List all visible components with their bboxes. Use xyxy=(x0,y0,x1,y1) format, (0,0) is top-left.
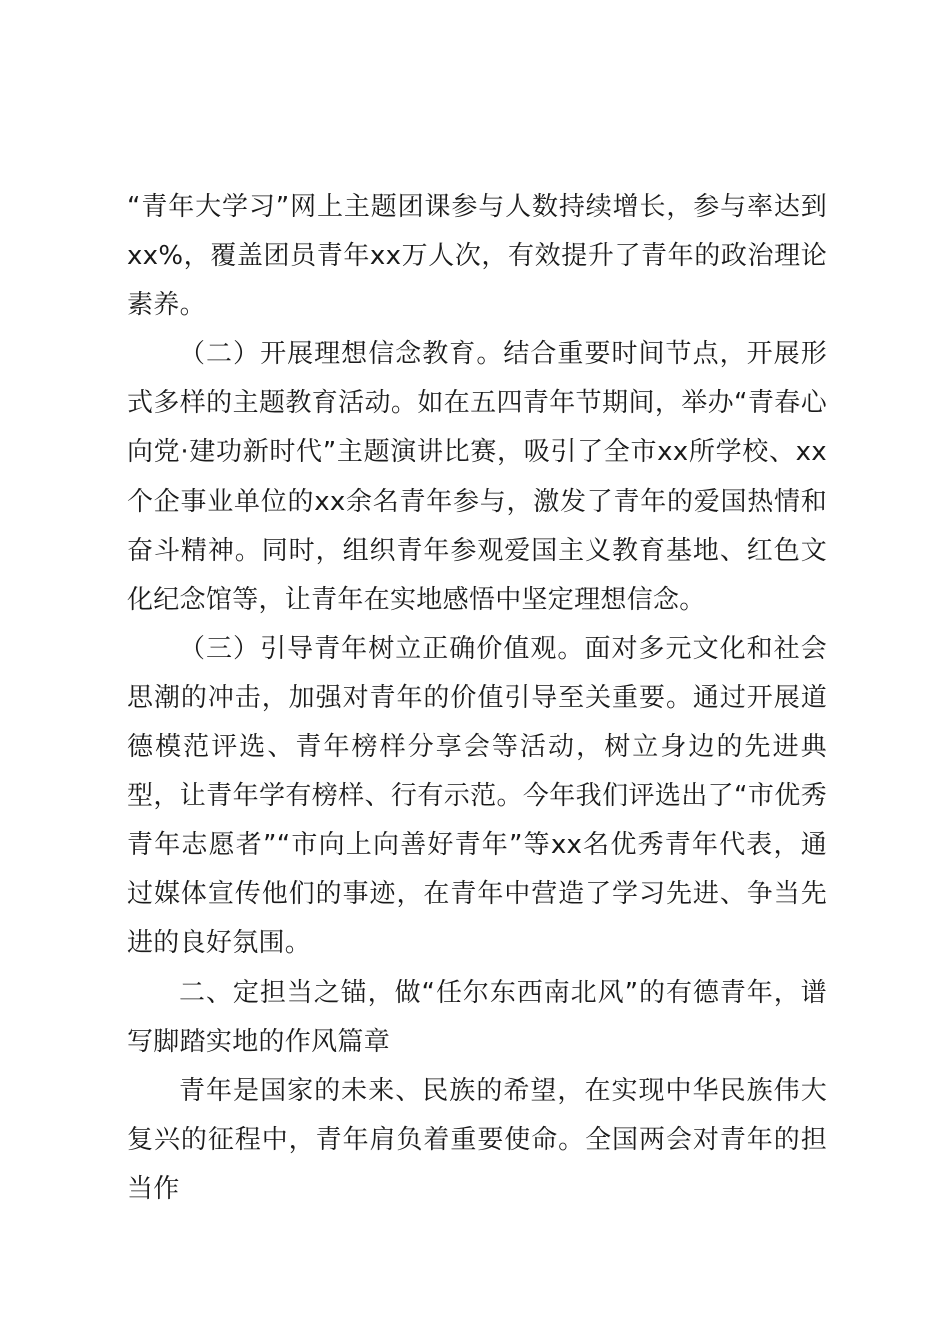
paragraph-values-guidance: （三）引导青年树立正确价值观。面对多元文化和社会思潮的冲击，加强对青年的价值引导至关重要。通过开展道德模范评选、青年榜样分享会等活动，树立身边的先进典型，让青年学有榜样、行有示范。今年我们评选出了“市优秀青年志愿者”“市向上向善好青年”等xx名优秀青年代表，通过媒体宣传他们的事迹，在青年中营造了学习先进、争当先进的良好氛围。 xyxy=(127,633,827,959)
section-heading-two: 二、定担当之锚，做“任尔东西南北风”的有德青年，谱写脚踏实地的作风篇章 xyxy=(127,977,827,1057)
paragraph-youth-mission: 青年是国家的未来、民族的希望，在实现中华民族伟大复兴的征程中，青年肩负着重要使命。全国两会对青年的担当作 xyxy=(127,1075,827,1204)
document-body xyxy=(127,183,827,1214)
paragraph-continuation: “青年大学习”网上主题团课参与人数持续增长，参与率达到xx%，覆盖团员青年xx万人次，有效提升了青年的政治理论素养。 xyxy=(127,192,827,321)
paragraph-ideals-education: （二）开展理想信念教育。结合重要时间节点，开展形式多样的主题教育活动。如在五四青年节期间，举办“青春心向党·建功新时代”主题演讲比赛，吸引了全市xx所学校、xx个企事业单位的xx余名青年参与，激发了青年的爱国热情和奋斗精神。同时，组织青年参观爱国主义教育基地、红色文化纪念馆等，让青年在实地感悟中坚定理想信念。 xyxy=(127,339,827,615)
